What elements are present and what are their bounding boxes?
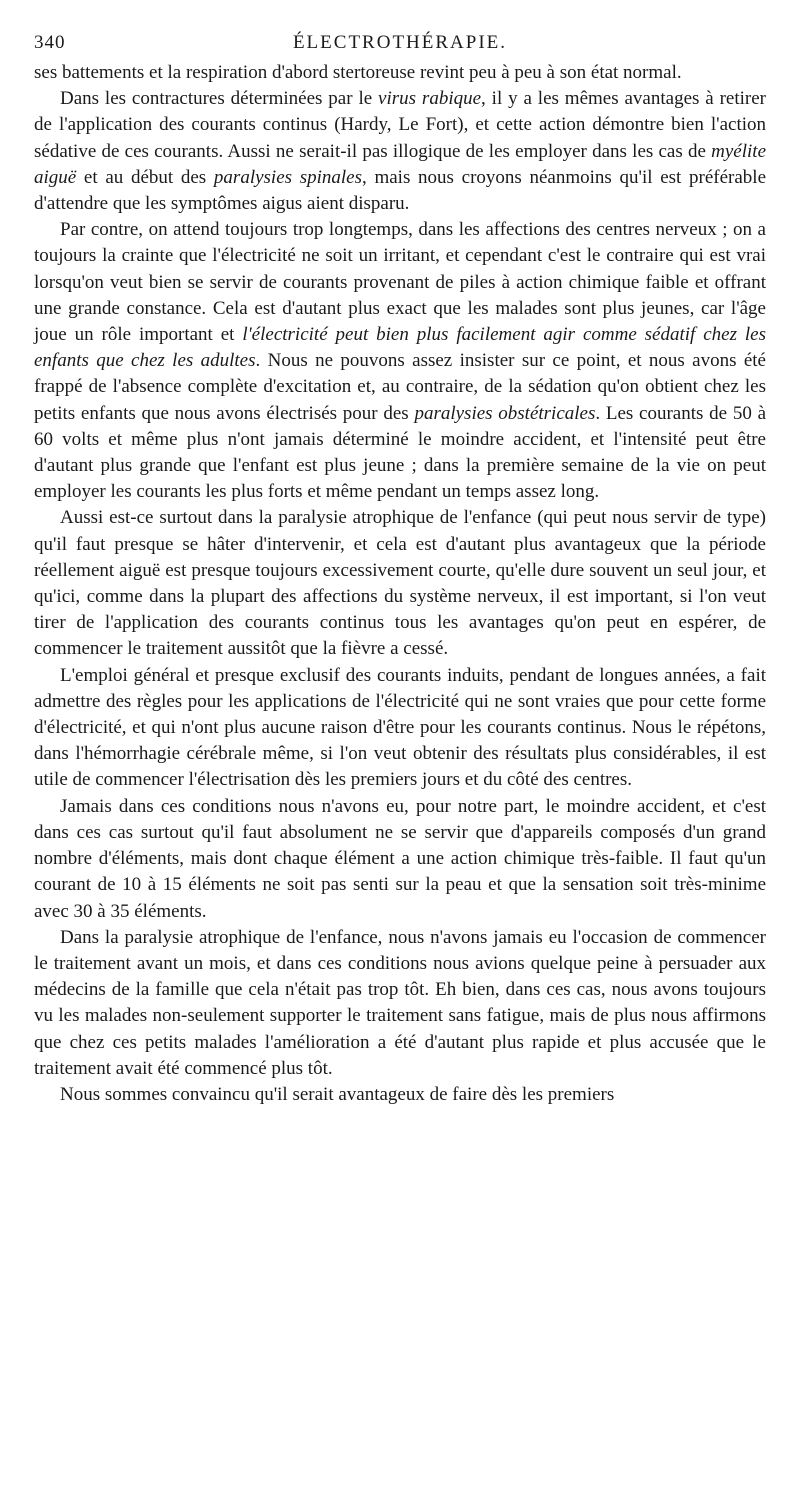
italic-text: l'électricité peut bien plus facilement agir comme sédatif chez les enfants que chez les adultes <box>34 324 766 372</box>
text-segment: , il y a les mêmes avantages à retirer de l'application des courants continus (Hardy, Le Fort), et cette action démontre bien l'action sédative de ces courants. Aussi ne serait-il pas illogique de les employer dans les cas de <box>34 88 766 162</box>
text-segment: Dans les contractures déterminées par le <box>60 88 379 110</box>
paragraph <box>34 925 766 1082</box>
italic-text: paralysies obstétricales <box>414 402 596 424</box>
text-segment: . Nous ne pouvons assez insister sur ce point, et nous avons été frappé de l'absence complète d'excitation et, au contraire, de la sédation qu'on obtient chez les petits enfants que nous avons électrisés pour des <box>34 350 766 424</box>
italic-text: myélite aiguë <box>34 140 766 188</box>
text-segment: Jamais dans ces conditions nous n'avons eu, pour notre part, le moindre accident, et c'est dans ces cas surtout qu'il faut absolument ne se servir que d'appareils composés d'un grand nombre d'éléments, mais dont chaque élément a une action chimique très-faible. Il faut qu'un courant de 10 à 15 éléments ne soit pas senti sur la peau et que la sensation soit très-minime avec 30 à 35 éléments. <box>34 795 766 922</box>
running-title: ÉLECTROTHÉRAPIE. <box>292 32 508 53</box>
book-page <box>34 30 766 1108</box>
text-segment: Par contre, on attend toujours trop longtemps, dans les affections des centres nerveux ; on a toujours la crainte que l'électricité ne soit un irritant, et cependant c'est le contraire qui est vrai lorsqu'on veut bien se servir de courants provenant de piles à action chimique faible et offrant une grande constance. Cela est d'autant plus exact que les malades sont plus jeunes, car l'âge joue un rôle important et <box>34 219 766 346</box>
text-segment: Aussi est-ce surtout dans la paralysie atrophique de l'enfance (qui peut nous servir de type) qu'il faut presque se hâter d'intervenir, et cela est d'autant plus avantageux que la période réellement aiguë est presque toujours excessivement courte, qu'elle dure souvent un seul jour, et qu'ici, comme dans la plupart des affections du système nerveux, il est important, si l'on veut tirer de l'application des courants continus tous les avantages qu'on peut en espérer, de commencer le traitement aussitôt que la fièvre a cessé. <box>34 507 766 660</box>
paragraph <box>34 217 766 505</box>
paragraph <box>34 60 766 86</box>
italic-text: virus rabique <box>378 88 482 110</box>
text-segment: et au début des <box>76 166 214 188</box>
text-segment: Nous sommes convaincu qu'il serait avantageux de faire dès les premiers <box>60 1083 615 1105</box>
body-text <box>34 60 766 1108</box>
text-segment: Dans la paralysie atrophique de l'enfance, nous n'avons jamais eu l'occasion de commencer le traitement avant un mois, et dans ces conditions nous avions quelque peine à persuader aux médecins de la famille que cela n'était pas trop tôt. Eh bien, dans ces cas, nous avons toujours vu les malades non-seulement supporter le traitement sans fatigue, mais de plus nous affirmons que chez ces petits malades l'amélioration a été d'autant plus rapide et plus accusée que le traitement avait été commencé plus tôt. <box>34 926 766 1079</box>
paragraph <box>34 794 766 925</box>
page-number: 340 <box>34 32 66 53</box>
paragraph <box>34 86 766 217</box>
page-header <box>34 30 766 60</box>
text-segment: L'emploi général et presque exclusif des courants induits, pendant de longues années, a fait admettre des règles pour les applications de l'électricité qui ne sont vraies que pour cette forme d'électricité, et qui n'ont plus aucune raison d'être pour les courants continus. Nous le répétons, dans l'hémorrhagie cérébrale même, si l'on veut obtenir des résultats plus considérables, il est utile de commencer l'électrisation dès les premiers jours et du côté des centres. <box>34 664 766 791</box>
text-segment: ses battements et la respiration d'abord stertoreuse revint peu à peu à son état normal. <box>34 62 682 83</box>
text-segment: . Les courants de 50 à 60 volts et même plus n'ont jamais déterminé le moindre accident, et l'intensité peut être d'autant plus grande que l'enfant est plus jeune ; dans la première semaine de la vie on peut employer les courants les plus forts et même pendant un temps assez long. <box>34 402 767 503</box>
paragraph <box>34 1082 766 1108</box>
text-segment: , mais nous croyons néanmoins qu'il est préférable d'attendre que les symptômes aigus aient disparu. <box>34 166 767 215</box>
paragraph <box>34 505 766 662</box>
paragraph <box>34 663 766 794</box>
italic-text: paralysies spinales <box>213 166 363 188</box>
